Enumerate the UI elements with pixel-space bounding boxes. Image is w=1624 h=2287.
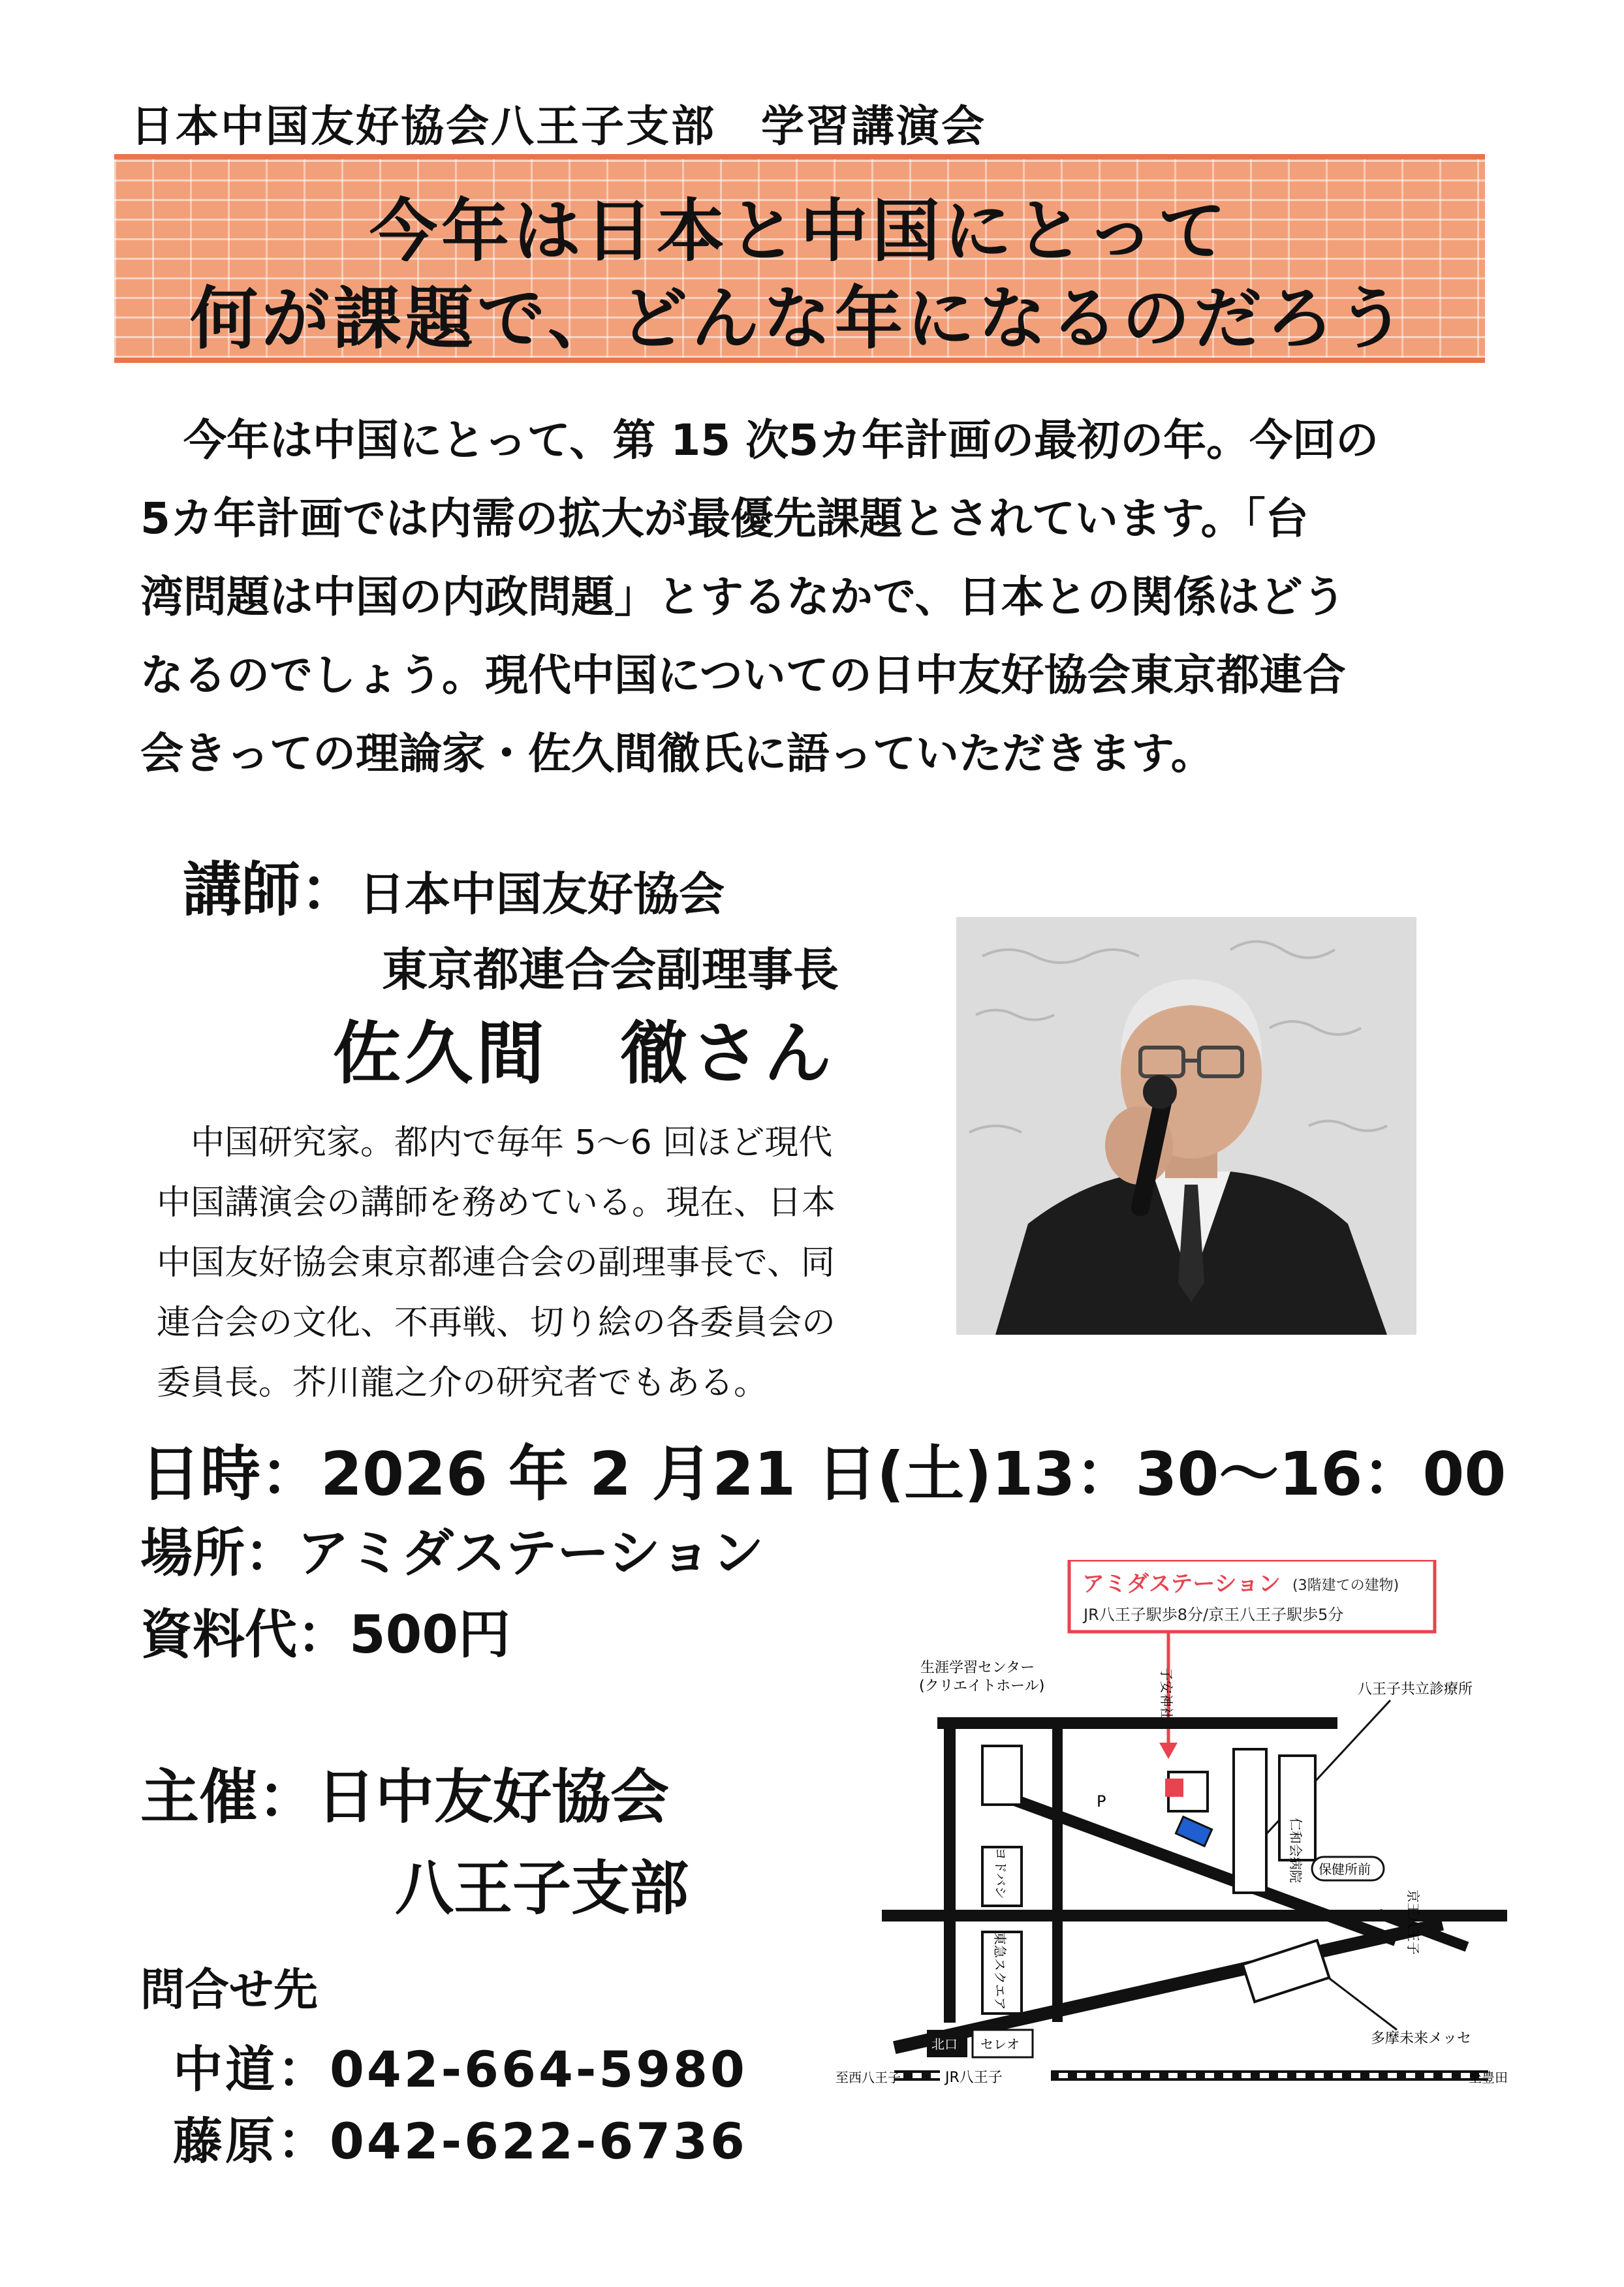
map-cereo: セレオ <box>980 2036 1020 2052</box>
intro-paragraph <box>140 401 1472 793</box>
intro-line: 今年は中国にとって、第 15 次5カ年計画の最初の年。今回の <box>140 415 1379 465</box>
map-yodobashi: ヨドバシ <box>993 1847 1008 1899</box>
map-create-hall: (クリエイトホール) <box>919 1678 1045 1694</box>
map-north-exit: 北口 <box>931 2036 958 2052</box>
venue-marker <box>1165 1779 1183 1797</box>
host-line-1: 主催：日中友好協会 <box>140 1763 669 1831</box>
bio-line: 委員長。芥川龍之介の研究者でもある。 <box>157 1363 768 1403</box>
contact-entry: 中道：042-664-5980 <box>173 2040 747 2098</box>
access-map-svg <box>835 1560 1521 2102</box>
map-lifelong-center: 生涯学習センター <box>920 1660 1035 1676</box>
speaker-photo-illustration <box>956 917 1416 1335</box>
bio-line: 連合会の文化、不再戦、切り絵の各委員会の <box>157 1303 836 1343</box>
bio-line: 中国研究家。都内で毎年 5～6 回ほど現代 <box>157 1123 833 1162</box>
title-line-1: 今年は日本と中国にとって <box>369 191 1230 271</box>
title-banner <box>114 154 1485 363</box>
event-place: 場所：アミダステーション <box>140 1523 764 1583</box>
map-koyasu-shrine: 子安神社 <box>1159 1668 1174 1720</box>
map-venue-note: (3階建ての建物) <box>1292 1578 1399 1594</box>
map-to-toyoda: 至豊田 <box>1469 2070 1508 2085</box>
bio-line: 中国講演会の講師を務めている。現在、日本 <box>157 1183 836 1222</box>
contact-heading: 問合せ先 <box>140 1965 319 2016</box>
intro-line: なるのでしょう。現代中国についての日中友好協会東京都連合 <box>140 650 1346 700</box>
intro-line: 湾問題は中国の内政問題」とするなかで、日本との関係はどう <box>140 572 1346 622</box>
speaker-photo <box>956 917 1416 1335</box>
access-map <box>835 1560 1521 2102</box>
map-jinwa-hospital: 仁和会病院 <box>1288 1818 1304 1883</box>
speaker-heading <box>183 842 725 927</box>
host-line-2: 八王子支部 <box>395 1854 689 1923</box>
map-clinic: 八王子共立診療所 <box>1358 1681 1473 1698</box>
map-parking: P <box>1097 1792 1106 1811</box>
bio-line: 中国友好協会東京都連合会の副理事長で、同 <box>157 1243 835 1283</box>
map-venue-access: JR八王子駅歩8分/京王八王子駅歩5分 <box>1084 1606 1344 1624</box>
intro-line: 5カ年計画では内需の拡大が最優先課題とされています。「台 <box>140 493 1309 544</box>
map-keio-hachioji: 京王八王子 <box>1405 1890 1421 1955</box>
event-datetime: 日時：2026 年 2 月21 日(土)13：30～16：00 <box>140 1439 1507 1509</box>
title-line-2: 何が課題で、どんな年になるのだろう <box>190 279 1409 358</box>
map-to-nishihachioji: 至西八王子 <box>835 2070 901 2085</box>
speaker-org-line2: 東京都連合会副理事長 <box>382 943 839 997</box>
contact-entry: 藤原：042-622-6736 <box>173 2112 747 2170</box>
speaker-bio <box>157 1113 927 1413</box>
speaker-name: 佐久間 徹さん <box>333 1014 836 1093</box>
map-jr-hachioji: JR八王子 <box>945 2070 1003 2086</box>
map-venue-name: アミダステーション <box>1082 1571 1281 1597</box>
intro-line: 会きっての理論家・佐久間徹氏に語っていただきます。 <box>140 728 1214 779</box>
map-health-center: 保健所前 <box>1319 1861 1371 1877</box>
map-tama-messe: 多摩未来メッセ <box>1371 2030 1472 2047</box>
map-tokyu-square: 東急スクエア <box>992 1932 1008 2010</box>
event-fee: 資料代：500円 <box>140 1604 510 1665</box>
event-organizer-header: 日本中国友好協会八王子支部 学習講演会 <box>131 101 986 151</box>
speaker-label: 講師： <box>183 856 359 924</box>
speaker-org-line1: 日本中国友好協会 <box>359 867 725 921</box>
